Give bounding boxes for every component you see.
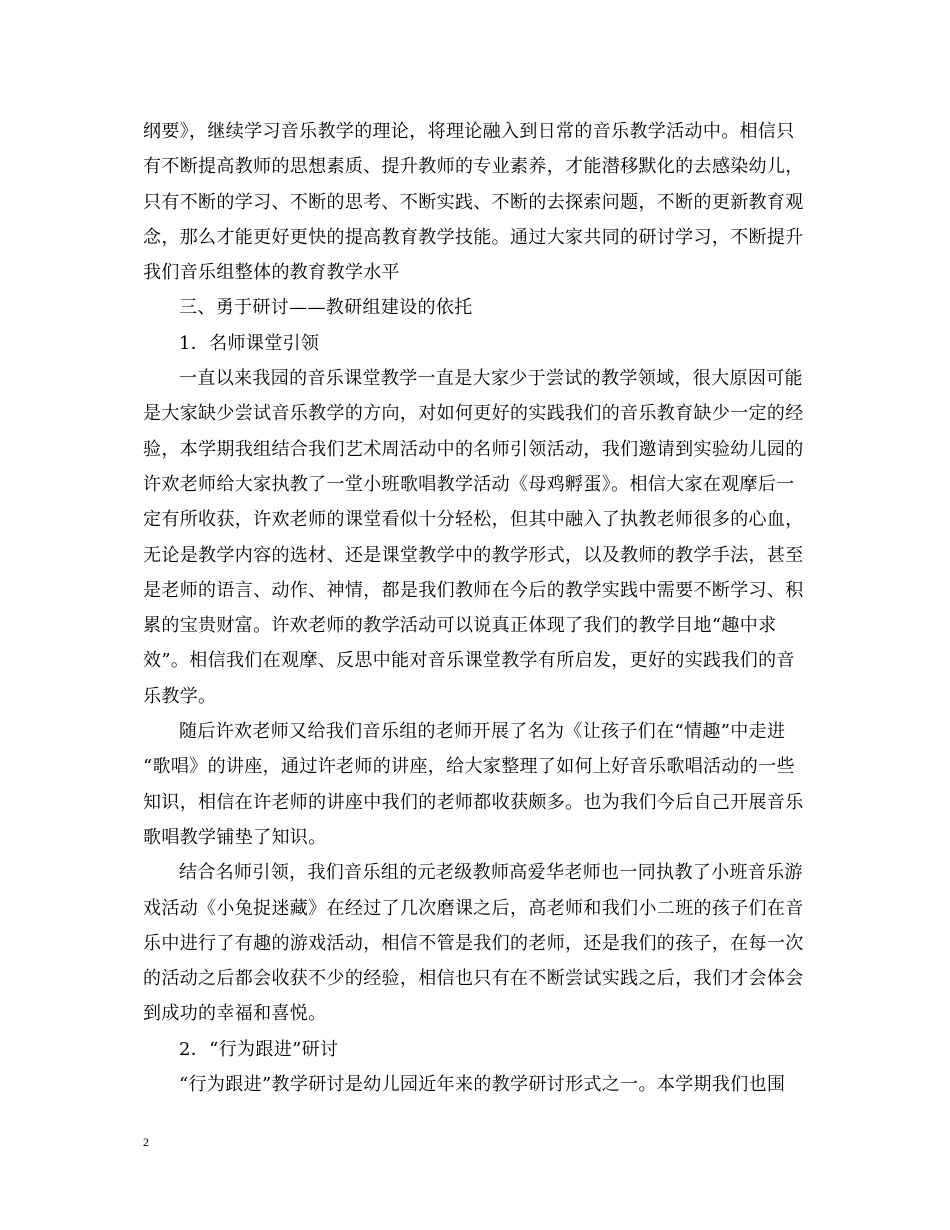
text-line: 有不断提高教师的思想素质、提升教师的专业素养，才能潜移默化的去感染幼儿， — [143, 156, 804, 178]
text-line: 歌唱教学铺垫了知识。 — [143, 826, 327, 848]
text-line: 是大家缺少尝试音乐教学的方向，对如何更好的实践我们的音乐教育缺少一定的经 — [143, 403, 804, 425]
subsection-heading: 1．名师课堂引领 — [179, 332, 320, 354]
text-line: 是老师的语言、动作、神情，都是我们教师在今后的教学实践中需要不断学习、积 — [143, 579, 804, 601]
text-line: 乐中进行了有趣的游戏活动，相信不管是我们的老师，还是我们的孩子，在每一次 — [143, 932, 804, 954]
text-line: 念，那么才能更好更快的提高教育教学技能。通过大家共同的研讨学习，不断提升 — [143, 226, 804, 248]
text-line: 无论是教学内容的选材、还是课堂教学中的教学形式，以及教师的教学手法，甚至 — [143, 544, 804, 566]
text-line: 知识，相信在许老师的讲座中我们的老师都收获颇多。也为我们今后自己开展音乐 — [143, 791, 804, 813]
document-body — [143, 114, 811, 1102]
page-number: 2 — [143, 1135, 149, 1149]
text-line: 验，本学期我组结合我们艺术周活动中的名师引领活动，我们邀请到实验幼儿园的 — [143, 438, 804, 460]
section-heading: 三、勇于研讨——教研组建设的依托 — [179, 297, 473, 319]
text-line: 戏活动《小兔捉迷藏》在经过了几次磨课之后，高老师和我们小二班的孩子们在音 — [143, 897, 804, 919]
text-line: 结合名师引领，我们音乐组的元老级教师高爱华老师也一同执教了小班音乐游 — [179, 862, 803, 884]
text-line: 累的宝贵财富。许欢老师的教学活动可以说真正体现了我们的教学目地“趣中求 — [143, 615, 777, 637]
text-line: 纲要》，继续学习音乐教学的理论，将理论融入到日常的音乐教学活动中。相信只 — [143, 121, 795, 142]
text-line: 只有不断的学习、不断的思考、不断实践、不断的去探索问题，不断的更新教育观 — [143, 191, 804, 213]
text-line: “行为跟进”教学研讨是幼儿园近年来的教学研讨形式之一。本学期我们也围 — [179, 1074, 786, 1096]
text-line: 乐教学。 — [143, 685, 217, 707]
text-line: “歌唱》的讲座，通过许老师的讲座，给大家整理了如何上好音乐歌唱活动的一些 — [143, 756, 795, 778]
text-line: 许欢老师给大家执教了一堂小班歌唱教学活动《母鸡孵蛋》。相信大家在观摩后一 — [143, 473, 795, 495]
text-line: 定有所收获，许欢老师的课堂看似十分轻松，但其中融入了执教老师很多的心血， — [143, 509, 804, 531]
text-line: 效”。相信我们在观摩、反思中能对音乐课堂教学有所启发，更好的实践我们的音 — [143, 650, 795, 672]
text-line: 我们音乐组整体的教育教学水平 — [143, 262, 400, 284]
text-line: 一直以来我园的音乐课堂教学一直是大家少于尝试的教学领域，很大原因可能 — [179, 368, 803, 390]
text-line: 到成功的幸福和喜悦。 — [143, 1003, 327, 1025]
text-line: 随后许欢老师又给我们音乐组的老师开展了名为《让孩子们在“情趣”中走进 — [179, 721, 786, 743]
subsection-heading: 2．“行为跟进”研讨 — [179, 1038, 339, 1060]
text-line: 的活动之后都会收获不少的经验，相信也只有在不断尝试实践之后，我们才会体会 — [143, 968, 804, 990]
